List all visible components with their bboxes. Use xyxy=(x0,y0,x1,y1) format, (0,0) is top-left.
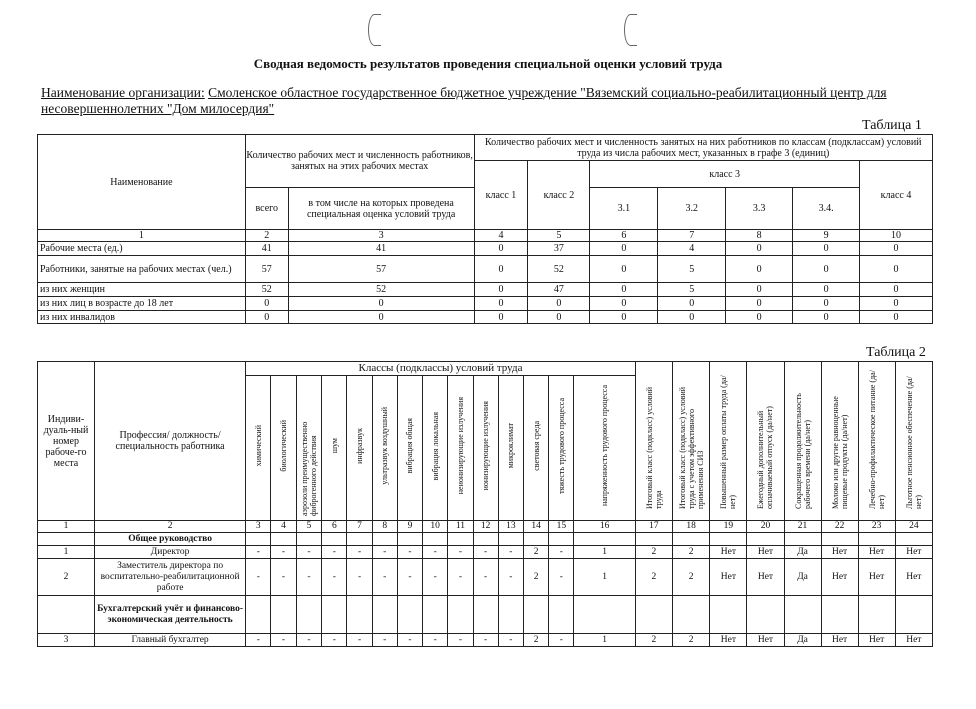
t1-header-32: 3.2 xyxy=(658,188,726,230)
t2-cell: Нет xyxy=(747,559,784,596)
t1-cell: 0 xyxy=(793,256,860,283)
t2-row-id: 2 xyxy=(38,559,95,596)
t2-factor: напряженность трудового процесса xyxy=(600,385,610,507)
t2-number-row xyxy=(38,521,933,533)
t2-num: 18 xyxy=(672,521,710,533)
t2-row xyxy=(38,634,933,647)
punch-mark-left xyxy=(368,14,381,46)
t2-cell: - xyxy=(271,546,296,559)
t1-row xyxy=(38,311,933,324)
t1-num: 10 xyxy=(860,230,933,242)
t2-section-title: Общее руководство xyxy=(94,533,245,546)
t1-row xyxy=(38,242,933,256)
t2-cell: 2 xyxy=(523,546,548,559)
t1-cell: 5 xyxy=(658,283,726,297)
t2-cell: - xyxy=(372,634,397,647)
t2-header-result: Повышенный размер оплаты труда (да/нет) xyxy=(719,375,738,509)
t2-num: 3 xyxy=(246,521,271,533)
t2-row-name: Главный бухгалтер xyxy=(94,634,245,647)
t2-cell: - xyxy=(448,546,473,559)
t1-cell: 41 xyxy=(245,242,288,256)
t2-cell: Нет xyxy=(858,634,895,647)
t2-cell: - xyxy=(246,546,271,559)
t2-cell: - xyxy=(549,546,574,559)
t1-cell: 0 xyxy=(590,256,658,283)
t1-cell: 0 xyxy=(288,297,474,311)
t1-cell: 52 xyxy=(288,283,474,297)
t2-factor: неионизирующие излучения xyxy=(455,397,465,495)
t2-cell: - xyxy=(296,634,322,647)
t1-header-assessed: в том числе на которых проведена специальная оценка условий труда xyxy=(288,188,474,230)
t2-num: 10 xyxy=(423,521,448,533)
t1-cell: 0 xyxy=(793,242,860,256)
t2-header-result: Итоговый класс (подкласс) условий труда с учетом эффективного применения СИЗ xyxy=(677,386,705,509)
t1-cell: 0 xyxy=(658,297,726,311)
t2-num: 12 xyxy=(473,521,498,533)
t1-row-name: из них лиц в возрасте до 18 лет xyxy=(38,297,246,311)
t2-section-title: Бухгалтерский учёт и финансово-экономическая деятельность xyxy=(94,596,245,634)
t2-cell: Нет xyxy=(895,634,932,647)
t2-cell: - xyxy=(372,559,397,596)
t2-cell: - xyxy=(322,546,347,559)
t2-cell: - xyxy=(473,634,498,647)
t1-cell: 0 xyxy=(860,242,933,256)
t2-cell: 2 xyxy=(523,559,548,596)
t1-num: 8 xyxy=(726,230,793,242)
t2-row-id: 1 xyxy=(38,546,95,559)
t1-header-31: 3.1 xyxy=(590,188,658,230)
t2-cell: - xyxy=(423,546,448,559)
t2-cell: Нет xyxy=(747,634,784,647)
t1-cell: 0 xyxy=(590,242,658,256)
t2-row-id: 3 xyxy=(38,634,95,647)
t1-cell: 0 xyxy=(726,283,793,297)
t2-cell: - xyxy=(498,634,523,647)
t2-cell: - xyxy=(498,559,523,596)
t2-header-result: Лечебно-профилактическое питание (да/нет) xyxy=(867,370,886,509)
t2-factor: тяжесть трудового процесса xyxy=(556,398,566,494)
t1-cell: 0 xyxy=(474,242,528,256)
t1-header-total: всего xyxy=(245,188,288,230)
t1-cell: 47 xyxy=(528,283,590,297)
t2-factor: ультразвук воздушный xyxy=(380,407,390,485)
t2-cell: - xyxy=(498,546,523,559)
page-title: Сводная ведомость результатов проведения специальной оценки условий труда xyxy=(253,56,723,71)
t2-header-result: Льготное пенсионное обеспечение (да/нет) xyxy=(904,376,923,509)
t1-cell: 41 xyxy=(288,242,474,256)
t2-num: 7 xyxy=(347,521,372,533)
t1-cell: 0 xyxy=(590,311,658,324)
t1-header-count: Количество рабочих мест и численность работников, занятых на этих рабочих местах xyxy=(245,135,474,188)
t2-cell: - xyxy=(448,559,473,596)
t2-cell: 1 xyxy=(574,559,635,596)
t2-num: 8 xyxy=(372,521,397,533)
t2-cell: - xyxy=(473,559,498,596)
punch-mark-right xyxy=(624,14,637,46)
t2-factor: инфразвук xyxy=(355,428,365,464)
t2-cell: - xyxy=(246,559,271,596)
organization-line xyxy=(41,85,941,117)
t1-row xyxy=(38,283,933,297)
t2-section-row xyxy=(38,596,933,634)
t1-cell: 0 xyxy=(860,283,933,297)
t1-cell: 0 xyxy=(245,311,288,324)
t1-cell: 0 xyxy=(528,297,590,311)
t2-cell: - xyxy=(549,559,574,596)
t2-cell: - xyxy=(473,546,498,559)
t1-header-classes: Количество рабочих мест и численность занятых на них работников по классам (подклассам) условий труда из числа рабочих мест, указанных в графе 3 (единиц) xyxy=(474,135,932,161)
t2-factor: вибрация локальная xyxy=(430,411,440,481)
t2-num: 14 xyxy=(523,521,548,533)
t2-num: 23 xyxy=(858,521,895,533)
table2-caption: Таблица 2 xyxy=(866,345,926,360)
t2-num: 5 xyxy=(296,521,322,533)
t2-cell: - xyxy=(397,634,422,647)
t2-cell: Нет xyxy=(747,546,784,559)
t1-cell: 0 xyxy=(860,256,933,283)
t2-num: 24 xyxy=(895,521,932,533)
t2-cell: Да xyxy=(784,559,821,596)
table1-caption: Таблица 1 xyxy=(862,118,922,133)
t2-cell: 2 xyxy=(635,546,672,559)
t1-header-name: Наименование xyxy=(38,135,246,230)
t2-cell: Нет xyxy=(710,559,747,596)
summary-table xyxy=(37,134,933,324)
t2-cell: - xyxy=(347,559,372,596)
t2-num: 11 xyxy=(448,521,473,533)
t1-cell: 57 xyxy=(245,256,288,283)
t2-cell: Нет xyxy=(710,546,747,559)
t1-cell: 0 xyxy=(590,297,658,311)
t2-num: 6 xyxy=(322,521,347,533)
t2-cell: Нет xyxy=(895,559,932,596)
t2-row-name: Заместитель директора по воспитательно-реабилитационной работе xyxy=(94,559,245,596)
t2-cell: Нет xyxy=(821,546,858,559)
t2-cell: 2 xyxy=(635,634,672,647)
t1-num: 6 xyxy=(590,230,658,242)
t1-num: 3 xyxy=(288,230,474,242)
t1-num: 2 xyxy=(245,230,288,242)
t2-header-result: Сокращенная продолжительность рабочего времени (да/нет) xyxy=(793,393,812,509)
t2-cell: - xyxy=(322,559,347,596)
t1-cell: 0 xyxy=(793,297,860,311)
t2-num: 21 xyxy=(784,521,821,533)
t2-cell: Нет xyxy=(895,546,932,559)
t1-row-name: из них женщин xyxy=(38,283,246,297)
t2-num: 13 xyxy=(498,521,523,533)
t2-cell: 2 xyxy=(523,634,548,647)
t2-num: 15 xyxy=(549,521,574,533)
t1-cell: 0 xyxy=(474,256,528,283)
t2-factor: световая среда xyxy=(531,421,541,471)
t2-num: 17 xyxy=(635,521,672,533)
t1-row xyxy=(38,297,933,311)
t1-cell: 0 xyxy=(860,311,933,324)
t2-factor: химический xyxy=(253,425,263,467)
t2-row-name: Директор xyxy=(94,546,245,559)
t2-cell: - xyxy=(448,634,473,647)
t1-num: 9 xyxy=(793,230,860,242)
t2-cell: - xyxy=(397,559,422,596)
t2-num: 2 xyxy=(94,521,245,533)
t1-cell: 5 xyxy=(658,256,726,283)
t1-cell: 0 xyxy=(726,256,793,283)
t1-header-class3: класс 3 xyxy=(590,161,860,188)
t2-header-result: Итоговый класс (подкласс) условий труда xyxy=(644,386,663,509)
t1-num: 5 xyxy=(528,230,590,242)
t2-cell: - xyxy=(271,634,296,647)
t1-header-class4: класс 4 xyxy=(860,161,933,230)
t1-cell: 0 xyxy=(726,297,793,311)
t1-cell: 0 xyxy=(474,283,528,297)
t2-factor: ионизирующие излучения xyxy=(481,401,491,491)
t1-header-class2: класс 2 xyxy=(528,161,590,230)
t2-cell: Да xyxy=(784,634,821,647)
t1-num: 4 xyxy=(474,230,528,242)
t2-header-result: Ежегодный дополнительный оплачиваемый отпуск (да/нет) xyxy=(756,406,775,509)
t1-cell: 57 xyxy=(288,256,474,283)
t2-factor: биологический xyxy=(278,420,288,472)
t1-cell: 0 xyxy=(658,311,726,324)
t1-cell: 0 xyxy=(793,311,860,324)
t1-num: 7 xyxy=(658,230,726,242)
t2-cell: Нет xyxy=(858,546,895,559)
t2-num: 9 xyxy=(397,521,422,533)
t1-cell: 0 xyxy=(474,297,528,311)
t2-header-result: Молоко или другие равноценные пищевые продукты (да/нет) xyxy=(830,396,849,509)
t2-cell: Нет xyxy=(858,559,895,596)
t2-row xyxy=(38,559,933,596)
t1-cell: 0 xyxy=(726,242,793,256)
t2-header-profession: Профессия/ должность/ специальность работника xyxy=(94,362,245,521)
t2-cell: 1 xyxy=(574,546,635,559)
t2-cell: 2 xyxy=(635,559,672,596)
t2-cell: 2 xyxy=(672,559,710,596)
t2-cell: Нет xyxy=(710,634,747,647)
t2-row xyxy=(38,546,933,559)
t1-cell: 52 xyxy=(245,283,288,297)
t2-num: 16 xyxy=(574,521,635,533)
t1-header-33: 3.3 xyxy=(726,188,793,230)
t2-cell: - xyxy=(296,559,322,596)
t2-cell: - xyxy=(423,559,448,596)
t2-cell: - xyxy=(549,634,574,647)
t2-cell: 2 xyxy=(672,546,710,559)
t2-cell: - xyxy=(347,634,372,647)
t2-cell: - xyxy=(246,634,271,647)
t1-cell: 0 xyxy=(726,311,793,324)
t1-row-name: из них инвалидов xyxy=(38,311,246,324)
t2-cell: - xyxy=(271,559,296,596)
t1-row-name: Рабочие места (ед.) xyxy=(38,242,246,256)
t2-cell: - xyxy=(296,546,322,559)
t1-cell: 4 xyxy=(658,242,726,256)
t2-cell: - xyxy=(347,546,372,559)
t2-cell: Да xyxy=(784,546,821,559)
t2-num: 1 xyxy=(38,521,95,533)
t1-cell: 0 xyxy=(793,283,860,297)
org-label: Наименование организации: xyxy=(41,85,205,100)
t1-number-row xyxy=(38,230,933,242)
t1-cell: 37 xyxy=(528,242,590,256)
org-value: Смоленское областное государственное бюджетное учреждение "Вяземский социально-реабилитационный центр для несовершеннолетних "Дом милосердия" xyxy=(41,85,887,116)
t2-factor: аэрозоли преимущественно фиброгенного действия xyxy=(299,421,318,516)
t2-num: 19 xyxy=(710,521,747,533)
t2-header-classes: Классы (подклассы) условий труда xyxy=(246,362,636,376)
t2-cell: - xyxy=(372,546,397,559)
t2-num: 22 xyxy=(821,521,858,533)
t1-row-name: Работники, занятые на рабочих местах (чел.) xyxy=(38,256,246,283)
t1-header-class1: класс 1 xyxy=(474,161,528,230)
workplace-table xyxy=(37,361,933,647)
t2-cell: - xyxy=(397,546,422,559)
t2-factor: шум xyxy=(329,438,339,454)
t2-factor: вибрация общая xyxy=(405,418,415,474)
t2-cell: - xyxy=(423,634,448,647)
t2-num: 4 xyxy=(271,521,296,533)
t2-cell: Нет xyxy=(821,634,858,647)
t2-section-row xyxy=(38,533,933,546)
t1-cell: 0 xyxy=(860,297,933,311)
t1-cell: 0 xyxy=(528,311,590,324)
t2-cell: - xyxy=(322,634,347,647)
t1-cell: 0 xyxy=(245,297,288,311)
t1-cell: 0 xyxy=(474,311,528,324)
t1-cell: 0 xyxy=(590,283,658,297)
t2-cell: Нет xyxy=(821,559,858,596)
t1-header-34: 3.4. xyxy=(793,188,860,230)
t1-cell: 52 xyxy=(528,256,590,283)
t2-factor: микроклимат xyxy=(506,423,516,469)
t1-num: 1 xyxy=(38,230,246,242)
t2-cell: 1 xyxy=(574,634,635,647)
t2-num: 20 xyxy=(747,521,784,533)
t1-cell: 0 xyxy=(288,311,474,324)
t2-header-id: Индиви-дуаль-ный номер рабоче-го места xyxy=(38,362,95,521)
t1-row xyxy=(38,256,933,283)
t2-cell: 2 xyxy=(672,634,710,647)
